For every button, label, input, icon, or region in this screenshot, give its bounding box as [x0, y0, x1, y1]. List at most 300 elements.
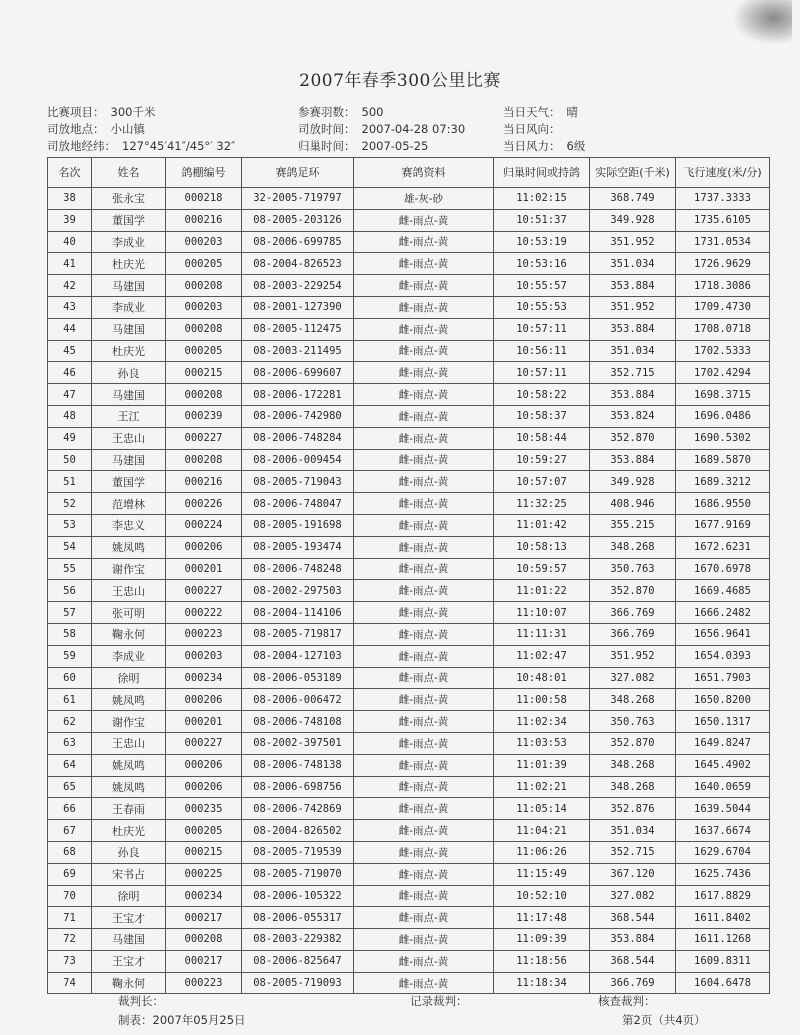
- cell-pigeon-info: 雌-雨点-黄: [354, 754, 494, 776]
- cell-speed: 1639.5044: [676, 798, 770, 820]
- cell-distance: 352.870: [590, 732, 676, 754]
- cell-return-time: 10:51:37: [494, 209, 590, 231]
- cell-name: 杜庆光: [92, 340, 166, 362]
- cell-pigeon-info: 雌-雨点-黄: [354, 318, 494, 340]
- cell-name: 董国学: [92, 471, 166, 493]
- weather-value: 晴: [566, 105, 578, 119]
- cell-rank: 39: [48, 209, 92, 231]
- cell-speed: 1702.4294: [676, 362, 770, 384]
- cell-return-time: 10:53:19: [494, 231, 590, 253]
- cell-return-time: 10:59:57: [494, 558, 590, 580]
- cell-pigeon-info: 雌-雨点-黄: [354, 732, 494, 754]
- cell-loft-id: 000217: [166, 907, 242, 929]
- cell-speed: 1666.2482: [676, 602, 770, 624]
- cell-return-time: 10:55:57: [494, 275, 590, 297]
- table-made-date: 2007年05月25日: [152, 1013, 246, 1027]
- cell-loft-id: 000205: [166, 820, 242, 842]
- cell-name: 马建国: [92, 318, 166, 340]
- return-time-label: 归巢时间：: [298, 139, 356, 153]
- release-coords-label: 司放地经纬：: [47, 139, 116, 153]
- cell-name: 姚凤鸣: [92, 776, 166, 798]
- wind-force: [503, 138, 585, 154]
- entries-label: 参赛羽数：: [298, 105, 356, 119]
- cell-distance: 351.034: [590, 253, 676, 275]
- release-coords: [47, 138, 235, 154]
- cell-pigeon-info: 雌-雨点-黄: [354, 820, 494, 842]
- cell-loft-id: 000206: [166, 754, 242, 776]
- cell-distance: 349.928: [590, 209, 676, 231]
- cell-pigeon-info: 雌-雨点-黄: [354, 863, 494, 885]
- cell-loft-id: 000216: [166, 209, 242, 231]
- cell-speed: 1708.0718: [676, 318, 770, 340]
- cell-distance: 366.769: [590, 602, 676, 624]
- cell-name: 李成业: [92, 231, 166, 253]
- cell-rank: 55: [48, 558, 92, 580]
- cell-ring: 08-2005-719070: [242, 863, 354, 885]
- table-row: [48, 820, 770, 842]
- cell-distance: 368.544: [590, 950, 676, 972]
- cell-loft-id: 000223: [166, 623, 242, 645]
- cell-loft-id: 000227: [166, 427, 242, 449]
- release-coords-value: 127°45′41″/45°′ 32″: [122, 139, 236, 153]
- cell-loft-id: 000205: [166, 253, 242, 275]
- cell-name: 姚凤鸣: [92, 536, 166, 558]
- cell-speed: 1696.0486: [676, 405, 770, 427]
- cell-speed: 1650.1317: [676, 711, 770, 733]
- cell-return-time: 10:59:27: [494, 449, 590, 471]
- cell-pigeon-info: 雌-雨点-黄: [354, 471, 494, 493]
- cell-rank: 61: [48, 689, 92, 711]
- cell-ring: 08-2006-742869: [242, 798, 354, 820]
- cell-speed: 1629.6704: [676, 841, 770, 863]
- cell-pigeon-info: 雄-灰-砂: [354, 188, 494, 210]
- table-row: [48, 405, 770, 427]
- table-row: [48, 340, 770, 362]
- cell-ring: 08-2003-229254: [242, 275, 354, 297]
- cell-speed: 1686.9550: [676, 493, 770, 515]
- cell-speed: 1718.3086: [676, 275, 770, 297]
- cell-pigeon-info: 雌-雨点-黄: [354, 885, 494, 907]
- wind-force-value: 6级: [566, 139, 586, 153]
- cell-name: 李成业: [92, 645, 166, 667]
- cell-name: 鞠永何: [92, 972, 166, 994]
- cell-distance: 348.268: [590, 689, 676, 711]
- cell-loft-id: 000208: [166, 275, 242, 297]
- table-row: [48, 667, 770, 689]
- cell-rank: 72: [48, 929, 92, 951]
- cell-name: 王忠山: [92, 580, 166, 602]
- cell-distance: 368.544: [590, 907, 676, 929]
- weather-label: 当日天气：: [503, 105, 561, 119]
- cell-distance: 351.034: [590, 820, 676, 842]
- page-number: 第2页（共4页）: [622, 1013, 706, 1027]
- page-title: 2007年春季300公里比赛: [299, 71, 501, 91]
- cell-rank: 74: [48, 972, 92, 994]
- table-made-label: 制表：: [118, 1013, 153, 1027]
- table-row: [48, 558, 770, 580]
- cell-pigeon-info: 雌-雨点-黄: [354, 384, 494, 406]
- cell-rank: 59: [48, 645, 92, 667]
- cell-name: 马建国: [92, 929, 166, 951]
- table-row: [48, 907, 770, 929]
- cell-pigeon-info: 雌-雨点-黄: [354, 907, 494, 929]
- cell-name: 谢作宝: [92, 711, 166, 733]
- cell-loft-id: 000222: [166, 602, 242, 624]
- cell-rank: 58: [48, 623, 92, 645]
- cell-distance: 352.870: [590, 427, 676, 449]
- cell-rank: 48: [48, 405, 92, 427]
- cell-rank: 45: [48, 340, 92, 362]
- cell-distance: 368.749: [590, 188, 676, 210]
- cell-speed: 1702.5333: [676, 340, 770, 362]
- table-row: [48, 602, 770, 624]
- cell-ring: 08-2006-748108: [242, 711, 354, 733]
- cell-rank: 67: [48, 820, 92, 842]
- table-row: [48, 623, 770, 645]
- cell-distance: 327.082: [590, 885, 676, 907]
- cell-ring: 08-2006-699607: [242, 362, 354, 384]
- cell-pigeon-info: 雌-雨点-黄: [354, 623, 494, 645]
- cell-return-time: 11:02:47: [494, 645, 590, 667]
- cell-return-time: 11:17:48: [494, 907, 590, 929]
- cell-name: 孙良: [92, 841, 166, 863]
- cell-distance: 350.763: [590, 711, 676, 733]
- reviewer-label: 核查裁判：: [598, 994, 656, 1008]
- cell-pigeon-info: 雌-雨点-黄: [354, 841, 494, 863]
- cell-return-time: 10:52:10: [494, 885, 590, 907]
- cell-loft-id: 000201: [166, 711, 242, 733]
- cell-speed: 1656.9641: [676, 623, 770, 645]
- cell-loft-id: 000203: [166, 296, 242, 318]
- release-place-value: 小山镇: [110, 122, 145, 136]
- cell-name: 王忠山: [92, 427, 166, 449]
- table-made: [118, 1012, 246, 1028]
- cell-speed: 1654.0393: [676, 645, 770, 667]
- cell-speed: 1672.6231: [676, 536, 770, 558]
- cell-pigeon-info: 雌-雨点-黄: [354, 929, 494, 951]
- cell-loft-id: 000206: [166, 689, 242, 711]
- cell-ring: 08-2001-127390: [242, 296, 354, 318]
- recorder: [410, 993, 468, 1009]
- cell-return-time: 10:58:13: [494, 536, 590, 558]
- cell-speed: 1735.6105: [676, 209, 770, 231]
- cell-return-time: 10:58:44: [494, 427, 590, 449]
- table-row: [48, 384, 770, 406]
- table-row: [48, 732, 770, 754]
- cell-return-time: 11:18:34: [494, 972, 590, 994]
- cell-name: 李成业: [92, 296, 166, 318]
- cell-pigeon-info: 雌-雨点-黄: [354, 231, 494, 253]
- cell-name: 董国学: [92, 209, 166, 231]
- cell-name: 张永宝: [92, 188, 166, 210]
- cell-loft-id: 000223: [166, 972, 242, 994]
- table-row: [48, 754, 770, 776]
- cell-return-time: 11:01:22: [494, 580, 590, 602]
- cell-pigeon-info: 雌-雨点-黄: [354, 667, 494, 689]
- cell-ring: 08-2005-112475: [242, 318, 354, 340]
- cell-name: 徐明: [92, 667, 166, 689]
- cell-ring: 08-2006-748138: [242, 754, 354, 776]
- cell-distance: 367.120: [590, 863, 676, 885]
- cell-return-time: 10:57:11: [494, 318, 590, 340]
- cell-name: 张可明: [92, 602, 166, 624]
- cell-rank: 38: [48, 188, 92, 210]
- cell-pigeon-info: 雌-雨点-黄: [354, 296, 494, 318]
- cell-distance: 350.763: [590, 558, 676, 580]
- wind-force-label: 当日风力：: [503, 139, 561, 153]
- cell-return-time: 11:01:42: [494, 514, 590, 536]
- cell-name: 马建国: [92, 384, 166, 406]
- table-row: [48, 645, 770, 667]
- cell-pigeon-info: 雌-雨点-黄: [354, 253, 494, 275]
- cell-ring: 08-2002-397501: [242, 732, 354, 754]
- cell-speed: 1611.8402: [676, 907, 770, 929]
- cell-pigeon-info: 雌-雨点-黄: [354, 950, 494, 972]
- cell-name: 王宝才: [92, 950, 166, 972]
- cell-return-time: 11:05:14: [494, 798, 590, 820]
- cell-ring: 08-2004-826502: [242, 820, 354, 842]
- return-time-value: 2007-05-25: [361, 139, 429, 153]
- cell-return-time: 10:57:11: [494, 362, 590, 384]
- cell-return-time: 10:48:01: [494, 667, 590, 689]
- table-row: [48, 471, 770, 493]
- results-table: [47, 157, 770, 994]
- cell-pigeon-info: 雌-雨点-黄: [354, 645, 494, 667]
- cell-return-time: 10:57:07: [494, 471, 590, 493]
- cell-pigeon-info: 雌-雨点-黄: [354, 275, 494, 297]
- cell-distance: 351.952: [590, 231, 676, 253]
- cell-ring: 32-2005-719797: [242, 188, 354, 210]
- cell-loft-id: 000235: [166, 798, 242, 820]
- cell-distance: 353.884: [590, 318, 676, 340]
- table-row: [48, 296, 770, 318]
- cell-name: 宋书占: [92, 863, 166, 885]
- wind-direction: [503, 121, 567, 137]
- cell-return-time: 11:02:34: [494, 711, 590, 733]
- cell-ring: 08-2006-699785: [242, 231, 354, 253]
- cell-ring: 08-2005-191698: [242, 514, 354, 536]
- scan-smudge: [732, 0, 792, 45]
- cell-pigeon-info: 雌-雨点-黄: [354, 536, 494, 558]
- header-loft-id: 鸽棚编号: [166, 158, 242, 188]
- release-time: [298, 121, 465, 137]
- cell-rank: 64: [48, 754, 92, 776]
- release-time-label: 司放时间：: [298, 122, 356, 136]
- cell-pigeon-info: 雌-雨点-黄: [354, 972, 494, 994]
- chief-judge: [118, 993, 164, 1009]
- cell-distance: 408.946: [590, 493, 676, 515]
- cell-speed: 1670.6978: [676, 558, 770, 580]
- cell-ring: 08-2005-719539: [242, 841, 354, 863]
- cell-ring: 08-2004-114106: [242, 602, 354, 624]
- header-return-time: 归巢时间或持鸽: [494, 158, 590, 188]
- cell-rank: 70: [48, 885, 92, 907]
- cell-ring: 08-2004-127103: [242, 645, 354, 667]
- cell-distance: 348.268: [590, 754, 676, 776]
- cell-pigeon-info: 雌-雨点-黄: [354, 449, 494, 471]
- table-row: [48, 841, 770, 863]
- cell-loft-id: 000234: [166, 885, 242, 907]
- header-ring: 赛鸽足环: [242, 158, 354, 188]
- table-row: [48, 798, 770, 820]
- cell-ring: 08-2006-055317: [242, 907, 354, 929]
- cell-return-time: 10:56:11: [494, 340, 590, 362]
- cell-pigeon-info: 雌-雨点-黄: [354, 798, 494, 820]
- cell-loft-id: 000227: [166, 580, 242, 602]
- cell-speed: 1737.3333: [676, 188, 770, 210]
- cell-ring: 08-2006-105322: [242, 885, 354, 907]
- table-row: [48, 231, 770, 253]
- cell-rank: 57: [48, 602, 92, 624]
- cell-distance: 353.884: [590, 275, 676, 297]
- cell-pigeon-info: 雌-雨点-黄: [354, 711, 494, 733]
- cell-speed: 1677.9169: [676, 514, 770, 536]
- cell-ring: 08-2005-193474: [242, 536, 354, 558]
- cell-return-time: 11:32:25: [494, 493, 590, 515]
- cell-loft-id: 000208: [166, 384, 242, 406]
- cell-ring: 08-2006-006472: [242, 689, 354, 711]
- cell-name: 姚凤鸣: [92, 689, 166, 711]
- table-row: [48, 318, 770, 340]
- cell-return-time: 10:55:53: [494, 296, 590, 318]
- release-time-value: 2007-04-28 07:30: [361, 122, 466, 136]
- race-item: [47, 104, 155, 120]
- cell-ring: 08-2006-748284: [242, 427, 354, 449]
- cell-pigeon-info: 雌-雨点-黄: [354, 340, 494, 362]
- cell-ring: 08-2004-826523: [242, 253, 354, 275]
- cell-rank: 69: [48, 863, 92, 885]
- table-row: [48, 689, 770, 711]
- chief-judge-label: 裁判长：: [118, 994, 164, 1008]
- cell-ring: 08-2006-748047: [242, 493, 354, 515]
- table-row: [48, 711, 770, 733]
- release-place-label: 司放地点：: [47, 122, 105, 136]
- cell-rank: 43: [48, 296, 92, 318]
- recorder-label: 记录裁判：: [410, 994, 468, 1008]
- cell-distance: 352.715: [590, 362, 676, 384]
- cell-rank: 53: [48, 514, 92, 536]
- cell-rank: 68: [48, 841, 92, 863]
- cell-name: 范增林: [92, 493, 166, 515]
- cell-rank: 50: [48, 449, 92, 471]
- cell-name: 王忠山: [92, 732, 166, 754]
- table-row: [48, 776, 770, 798]
- cell-speed: 1689.3212: [676, 471, 770, 493]
- cell-speed: 1709.4730: [676, 296, 770, 318]
- cell-distance: 353.884: [590, 449, 676, 471]
- cell-loft-id: 000216: [166, 471, 242, 493]
- cell-speed: 1651.7903: [676, 667, 770, 689]
- cell-distance: 352.876: [590, 798, 676, 820]
- cell-return-time: 11:02:15: [494, 188, 590, 210]
- cell-ring: 08-2006-742980: [242, 405, 354, 427]
- cell-name: 马建国: [92, 449, 166, 471]
- cell-loft-id: 000203: [166, 645, 242, 667]
- cell-rank: 66: [48, 798, 92, 820]
- cell-loft-id: 000239: [166, 405, 242, 427]
- cell-name: 王宝才: [92, 907, 166, 929]
- cell-return-time: 11:18:56: [494, 950, 590, 972]
- cell-loft-id: 000234: [166, 667, 242, 689]
- cell-ring: 08-2006-172281: [242, 384, 354, 406]
- cell-distance: 353.884: [590, 384, 676, 406]
- cell-name: 李忠义: [92, 514, 166, 536]
- cell-speed: 1726.9629: [676, 253, 770, 275]
- table-row: [48, 188, 770, 210]
- table-row: [48, 427, 770, 449]
- cell-pigeon-info: 雌-雨点-黄: [354, 514, 494, 536]
- cell-loft-id: 000206: [166, 536, 242, 558]
- header-name: 姓名: [92, 158, 166, 188]
- cell-return-time: 10:53:16: [494, 253, 590, 275]
- table-row: [48, 253, 770, 275]
- cell-speed: 1690.5302: [676, 427, 770, 449]
- cell-ring: 08-2002-297503: [242, 580, 354, 602]
- table-row: [48, 514, 770, 536]
- cell-speed: 1650.8200: [676, 689, 770, 711]
- cell-name: 谢作宝: [92, 558, 166, 580]
- race-item-label: 比赛项目：: [47, 105, 105, 119]
- release-place: [47, 121, 145, 137]
- wind-direction-label: 当日风向：: [503, 122, 561, 136]
- cell-speed: 1645.4902: [676, 754, 770, 776]
- cell-return-time: 11:11:31: [494, 623, 590, 645]
- header-distance: 实际空距(千米): [590, 158, 676, 188]
- cell-distance: 327.082: [590, 667, 676, 689]
- cell-ring: 08-2006-053189: [242, 667, 354, 689]
- cell-name: 马建国: [92, 275, 166, 297]
- cell-rank: 73: [48, 950, 92, 972]
- cell-distance: 348.268: [590, 776, 676, 798]
- cell-pigeon-info: 雌-雨点-黄: [354, 776, 494, 798]
- table-row: [48, 929, 770, 951]
- cell-speed: 1669.4685: [676, 580, 770, 602]
- cell-loft-id: 000215: [166, 841, 242, 863]
- table-row: [48, 885, 770, 907]
- header-rank: 名次: [48, 158, 92, 188]
- results-body: [48, 188, 770, 994]
- weather: [503, 104, 578, 120]
- cell-ring: 08-2006-009454: [242, 449, 354, 471]
- cell-speed: 1611.1268: [676, 929, 770, 951]
- cell-distance: 366.769: [590, 623, 676, 645]
- entries: [298, 104, 383, 120]
- cell-return-time: 11:04:21: [494, 820, 590, 842]
- cell-rank: 49: [48, 427, 92, 449]
- cell-loft-id: 000218: [166, 188, 242, 210]
- cell-rank: 71: [48, 907, 92, 929]
- cell-rank: 47: [48, 384, 92, 406]
- cell-rank: 54: [48, 536, 92, 558]
- cell-return-time: 11:03:53: [494, 732, 590, 754]
- cell-loft-id: 000215: [166, 362, 242, 384]
- cell-loft-id: 000206: [166, 776, 242, 798]
- cell-loft-id: 000226: [166, 493, 242, 515]
- cell-loft-id: 000225: [166, 863, 242, 885]
- cell-loft-id: 000227: [166, 732, 242, 754]
- cell-return-time: 11:00:58: [494, 689, 590, 711]
- cell-rank: 65: [48, 776, 92, 798]
- cell-ring: 08-2003-211495: [242, 340, 354, 362]
- cell-name: 孙良: [92, 362, 166, 384]
- cell-loft-id: 000208: [166, 929, 242, 951]
- cell-name: 徐明: [92, 885, 166, 907]
- table-row: [48, 275, 770, 297]
- cell-ring: 08-2005-719817: [242, 623, 354, 645]
- cell-loft-id: 000208: [166, 449, 242, 471]
- cell-rank: 51: [48, 471, 92, 493]
- cell-return-time: 10:58:22: [494, 384, 590, 406]
